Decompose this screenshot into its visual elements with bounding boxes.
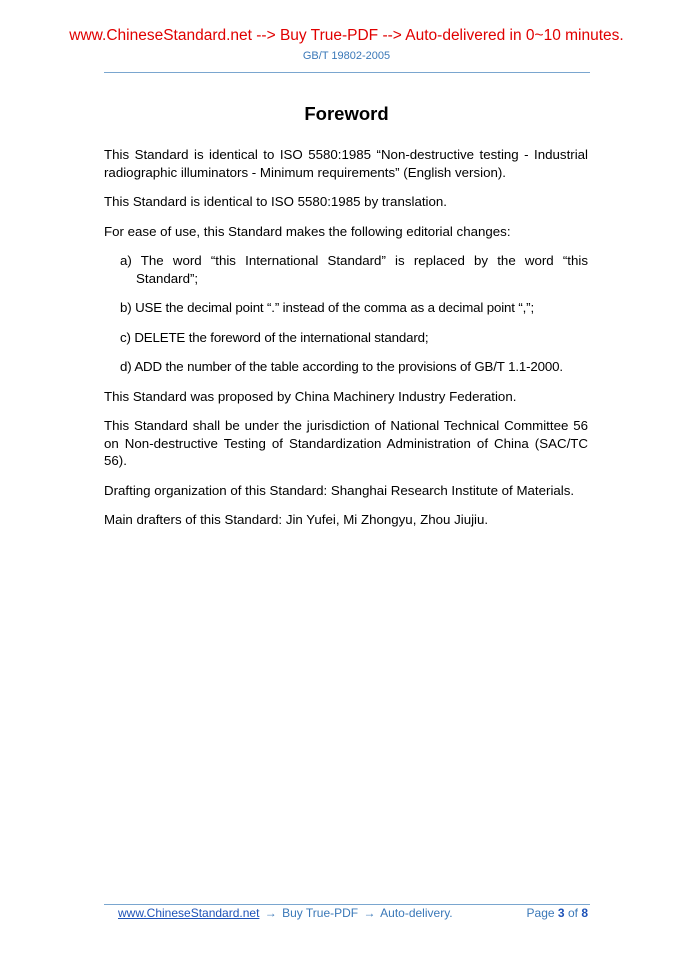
page-current: 3 xyxy=(557,906,565,920)
page-title: Foreword xyxy=(304,103,389,124)
promo-banner[interactable]: www.ChineseStandard.net --> Buy True-PDF --> Auto-delivered in 0~10 minutes. xyxy=(69,27,624,44)
page-number xyxy=(527,906,588,920)
page-label: Page xyxy=(526,906,555,920)
header-divider xyxy=(104,72,590,73)
change-item-d: d) ADD the number of the table according to the provisions of GB/T 1.1-2000. xyxy=(120,359,563,374)
paragraph-translation: This Standard is identical to ISO 5580:1985 by translation. xyxy=(104,194,447,209)
paragraph-proposed-by: This Standard was proposed by China Machinery Industry Federation. xyxy=(104,388,517,404)
paragraph-jurisdiction: This Standard shall be under the jurisdiction of National Technical Committee 56 on Non-destructive Testing of Standardization Administration of China (SAC/TC 56). xyxy=(104,418,588,468)
paragraph-drafters: Main drafters of this Standard: Jin Yufei, Mi Zhongyu, Zhou Jiujiu. xyxy=(104,512,489,527)
change-item-b: b) USE the decimal point “.” instead of the comma as a decimal point “,”; xyxy=(120,300,534,315)
right-arrow-icon: → xyxy=(363,906,376,920)
change-item-c: c) DELETE the foreword of the international standard; xyxy=(120,329,429,345)
page-of: of xyxy=(567,906,578,920)
footer-divider xyxy=(104,904,590,905)
paragraph-editorial-changes: For ease of use, this Standard makes the following editorial changes: xyxy=(104,223,511,239)
footer-site-link[interactable]: www.ChineseStandard.net xyxy=(118,906,260,920)
page-footer xyxy=(118,906,588,920)
change-item-a: a) The word “this International Standard” is replaced by the word “this Standard”; xyxy=(120,253,588,286)
right-arrow-icon: → xyxy=(264,906,277,920)
page-total: 8 xyxy=(581,906,588,920)
paragraph-drafting-organization: Drafting organization of this Standard: Shanghai Research Institute of Materials. xyxy=(104,482,575,498)
paragraph-identical-standard: This Standard is identical to ISO 5580:1985 “Non-destructive testing - Industrial radiographic illuminators - Minimum requirements” (English version). xyxy=(104,147,588,180)
standard-code: GB/T 19802-2005 xyxy=(302,50,391,62)
footer-delivery-text: Auto-delivery. xyxy=(380,906,453,920)
footer-buy-text: Buy True-PDF xyxy=(282,906,359,920)
foreword-body xyxy=(104,146,588,541)
